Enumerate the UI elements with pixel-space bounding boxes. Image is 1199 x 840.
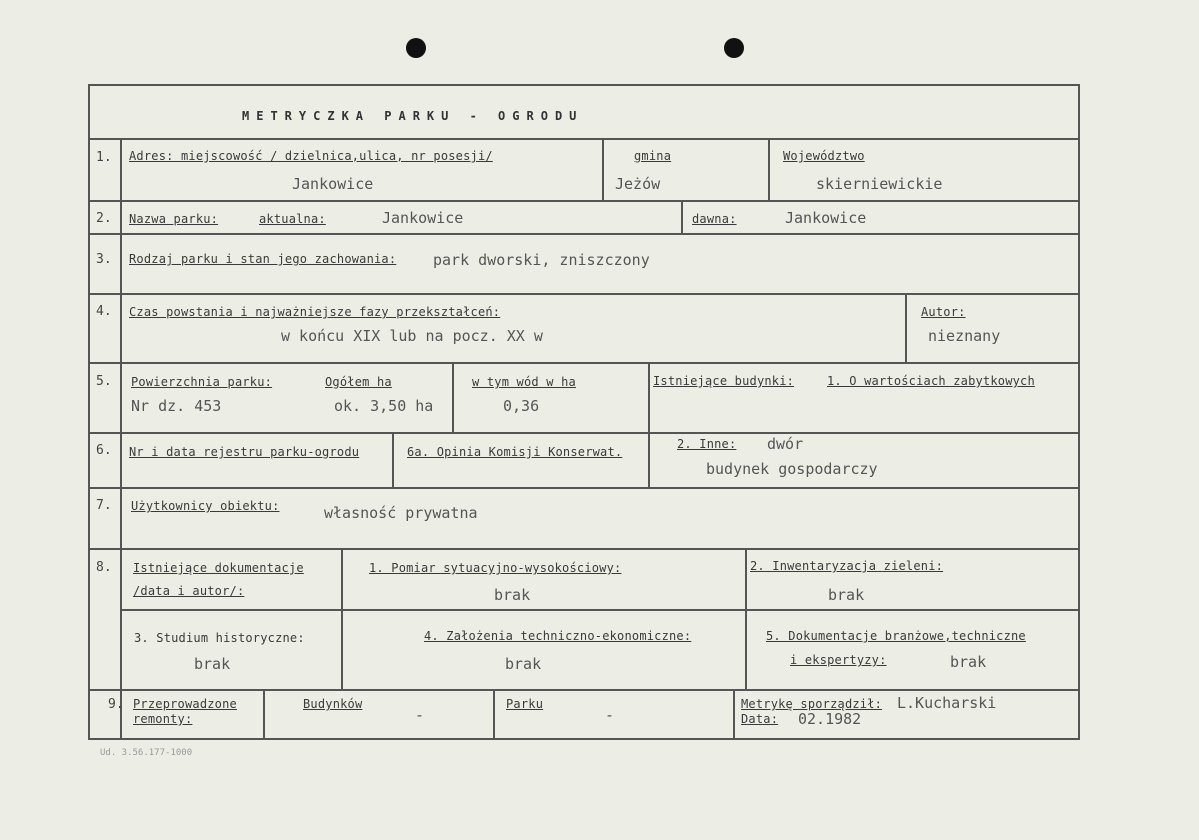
rule [493, 689, 495, 740]
other-buildings-label: 2. Inne: [677, 437, 737, 451]
documentation-label: Istniejące dokumentacje [133, 561, 304, 575]
row-number: 2. [96, 211, 112, 226]
date-label: Data: [741, 712, 779, 726]
rule [88, 432, 1080, 434]
author-value: nieznany [928, 327, 1001, 345]
row-number: 1. [96, 150, 112, 165]
gmina-label: gmina [634, 149, 672, 163]
former-name-label: dawna: [692, 212, 737, 226]
greenery-inventory-value: brak [828, 586, 865, 604]
other-buildings-value: budynek gospodarczy [706, 460, 878, 478]
row-number: 8. [96, 560, 112, 575]
former-name-value: Jankowice [785, 209, 867, 227]
print-code: Ud. 3.56.177-1000 [100, 748, 193, 758]
water-area-value: 0,36 [503, 397, 540, 415]
row-number: 7. [96, 498, 112, 513]
rule [733, 689, 735, 740]
specialist-docs-value: brak [950, 653, 987, 671]
buildings-renovation-value: - [415, 706, 425, 724]
other-buildings-value: dwór [767, 435, 804, 453]
historical-study-value: brak [194, 655, 231, 673]
park-name-label: Nazwa parku: [129, 212, 219, 226]
renovations-label: Przeprowadzone [133, 697, 237, 711]
total-area-label: Ogółem ha [325, 375, 392, 389]
technical-assumptions-value: brak [505, 655, 542, 673]
row-number: 4. [96, 304, 112, 319]
address-value: Jankowice [292, 175, 374, 193]
prepared-by-label: Metrykę sporządził: [741, 697, 883, 711]
voivodeship-label: Województwo [783, 149, 865, 163]
park-type-value: park dworski, zniszczony [433, 251, 650, 269]
rule [88, 362, 1080, 364]
area-label: Powierzchnia parku: [131, 375, 273, 389]
specialist-docs-label: i ekspertyzy: [790, 653, 887, 667]
creation-period-value: w końcu XIX lub na pocz. XX w [281, 327, 543, 345]
buildings-renovation-label: Budynków [303, 697, 363, 711]
row-number: 9. [108, 697, 124, 712]
users-label: Użytkownicy obiektu: [131, 499, 280, 513]
rule [122, 609, 1080, 611]
greenery-inventory-label: 2. Inwentaryzacja zieleni: [750, 559, 944, 573]
form-title: METRYCZKA PARKU - OGRODU [242, 109, 584, 123]
park-renovation-label: Parku [506, 697, 544, 711]
current-name-label: aktualna: [259, 212, 326, 226]
rule [120, 138, 122, 740]
voivodeship-value: skierniewickie [816, 175, 943, 193]
plot-number-value: Nr dz. 453 [131, 397, 222, 415]
rule [88, 548, 1080, 550]
rule [88, 487, 1080, 489]
address-label: Adres: miejscowość / dzielnica,ulica, nr posesji/ [129, 149, 493, 163]
rule [88, 293, 1080, 295]
rule [648, 362, 650, 487]
row-number: 3. [96, 252, 112, 267]
rule [602, 138, 604, 200]
historical-study-label: 3. Studium historyczne: [134, 631, 305, 645]
survey-label: 1. Pomiar sytuacyjno-wysokościowy: [369, 561, 622, 575]
prepared-by-value: L.Kucharski [897, 694, 997, 712]
rule [681, 200, 683, 233]
park-type-label: Rodzaj parku i stan jego zachowania: [129, 252, 397, 266]
rule [392, 432, 394, 487]
rule [88, 200, 1080, 202]
buildings-label: Istniejące budynki: [653, 374, 795, 388]
rule [768, 138, 770, 200]
date-value: 02.1982 [798, 710, 862, 728]
documentation-label: /data i autor/: [133, 584, 245, 598]
rule [452, 362, 454, 432]
punch-hole-left [406, 38, 426, 58]
water-area-label: w tym wód w ha [472, 375, 576, 389]
heritage-buildings-label: 1. O wartościach zabytkowych [827, 374, 1035, 388]
rule [88, 138, 1080, 140]
rule [905, 293, 907, 362]
row-number: 6. [96, 443, 112, 458]
punch-hole-right [724, 38, 744, 58]
rule [88, 233, 1080, 235]
renovations-label: remonty: [133, 712, 193, 726]
current-name-value: Jankowice [382, 209, 464, 227]
gmina-value: Jeżów [615, 175, 661, 193]
author-label: Autor: [921, 305, 966, 319]
rule [88, 689, 1080, 691]
creation-period-label: Czas powstania i najważniejsze fazy przekształceń: [129, 305, 501, 319]
park-renovation-value: - [605, 706, 615, 724]
survey-value: brak [494, 586, 531, 604]
total-area-value: ok. 3,50 ha [334, 397, 434, 415]
commission-opinion-label: 6a. Opinia Komisji Konserwat. [407, 445, 623, 459]
registry-label: Nr i data rejestru parku-ogrodu [129, 445, 360, 459]
rule [341, 548, 343, 689]
rule [745, 548, 747, 689]
technical-assumptions-label: 4. Założenia techniczno-ekonomiczne: [424, 629, 692, 643]
specialist-docs-label: 5. Dokumentacje branżowe,techniczne [766, 629, 1026, 643]
rule [263, 689, 265, 740]
users-value: własność prywatna [324, 504, 478, 522]
row-number: 5. [96, 374, 112, 389]
